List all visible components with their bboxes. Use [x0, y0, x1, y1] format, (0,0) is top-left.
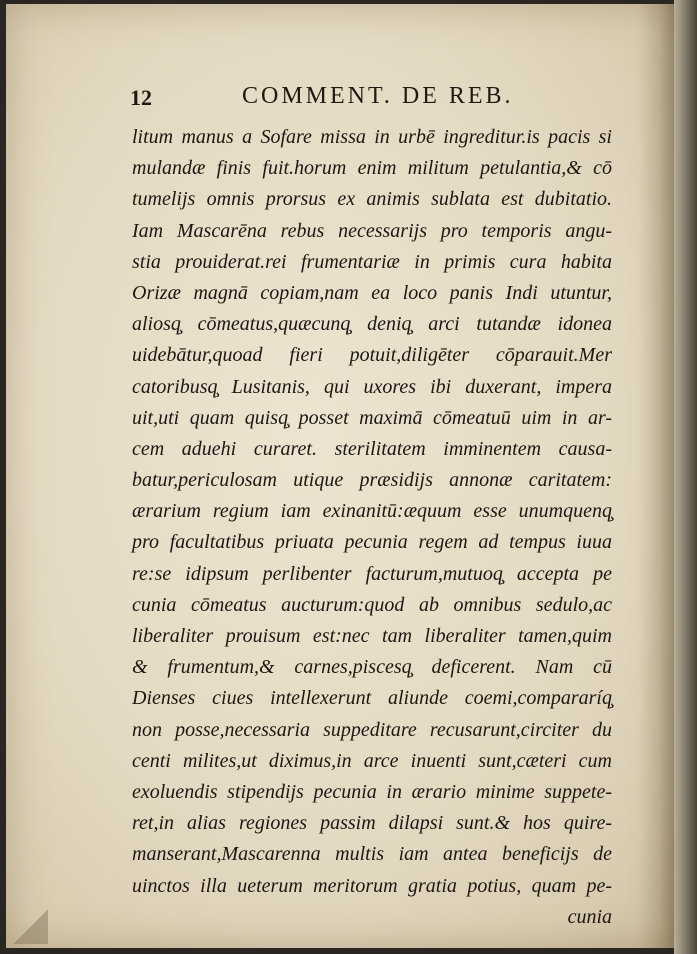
running-title: COMMENT. DE REB. [242, 83, 514, 109]
book-page [6, 4, 674, 948]
text-line: stia prouiderat.rei frumentariæ in primis cura habita [132, 250, 612, 273]
text-line: uidebātur,quoad fieri potuit,diligēter cōparauit.Mer [132, 344, 612, 367]
text-line: Orizæ magnā copiam,nam ea loco panis Indi utuntur, [132, 281, 612, 304]
text-line: centi milites,ut diximus,in arce inuenti sunt,cæteri cum [132, 749, 612, 772]
text-line: ret,in alias regiones passim dilapsi sunt.& hos quire- [132, 812, 612, 835]
text-line: non posse,necessaria suppeditare recusarunt,circiter du [132, 718, 612, 741]
text-line: manserant,Mascarenna multis iam antea beneficijs de [132, 843, 612, 866]
text-line: cunia cōmeatus aucturum:quod ab omnibus sedulo,ac [132, 593, 612, 616]
text-line: catoribusq̧ Lusitanis, qui uxores ibi duxerant, impera [132, 375, 612, 398]
text-line: litum manus a Sofare missa in urbē ingreditur.is pacis si [132, 126, 612, 148]
text-line: batur,periculosam utique præsidijs annonæ caritatem: [132, 469, 612, 492]
page-gutter-shadow [638, 4, 674, 948]
body-text [132, 122, 612, 933]
text-line: uit,uti quam quisq̧ posset maximā cōmeatuū uim in ar- [132, 406, 612, 429]
text-line: pro facultatibus priuata pecunia regem ad tempus iuua [132, 531, 612, 554]
page-number: 12 [130, 85, 152, 110]
text-line: re:se idipsum perlibenter facturum,mutuoq̧ accepta pe [132, 562, 612, 585]
text-line: exoluendis stipendijs pecunia in ærario minime suppete- [132, 780, 612, 803]
text-line: cem aduehi curaret. sterilitatem imminentem causa- [132, 437, 612, 460]
text-line: liberaliter prouisum est:nec tam liberaliter tamen,quim [132, 625, 612, 647]
text-line: uinctos illa ueterum meritorum gratia potius, quam pe- [132, 874, 612, 897]
catchword-line: cunia [567, 905, 612, 928]
folded-corner [14, 908, 48, 944]
page-header [6, 79, 674, 115]
text-line: & frumentum,& carnes,piscesq̧ deficerent. Nam cū [132, 656, 612, 679]
text-line: aliosq̧ cōmeatus,quæcunq̧ deniq̧ arci tutandæ idonea [132, 313, 612, 336]
text-line: Iam Mascarēna rebus necessarijs pro temporis angu- [132, 219, 612, 242]
adjacent-page-edge [674, 0, 697, 954]
text-line: tumelijs omnis prorsus ex animis sublata est dubitatio. [132, 188, 612, 211]
text-line: ærarium regium iam exinanitū:æquum esse unumquenq̧ [132, 500, 612, 523]
text-line: Dienses ciues intellexerunt aliunde coemi,compararíq̧ [132, 687, 612, 710]
text-line: mulandæ finis fuit.horum enim militum petulantia,& cō [132, 157, 612, 180]
